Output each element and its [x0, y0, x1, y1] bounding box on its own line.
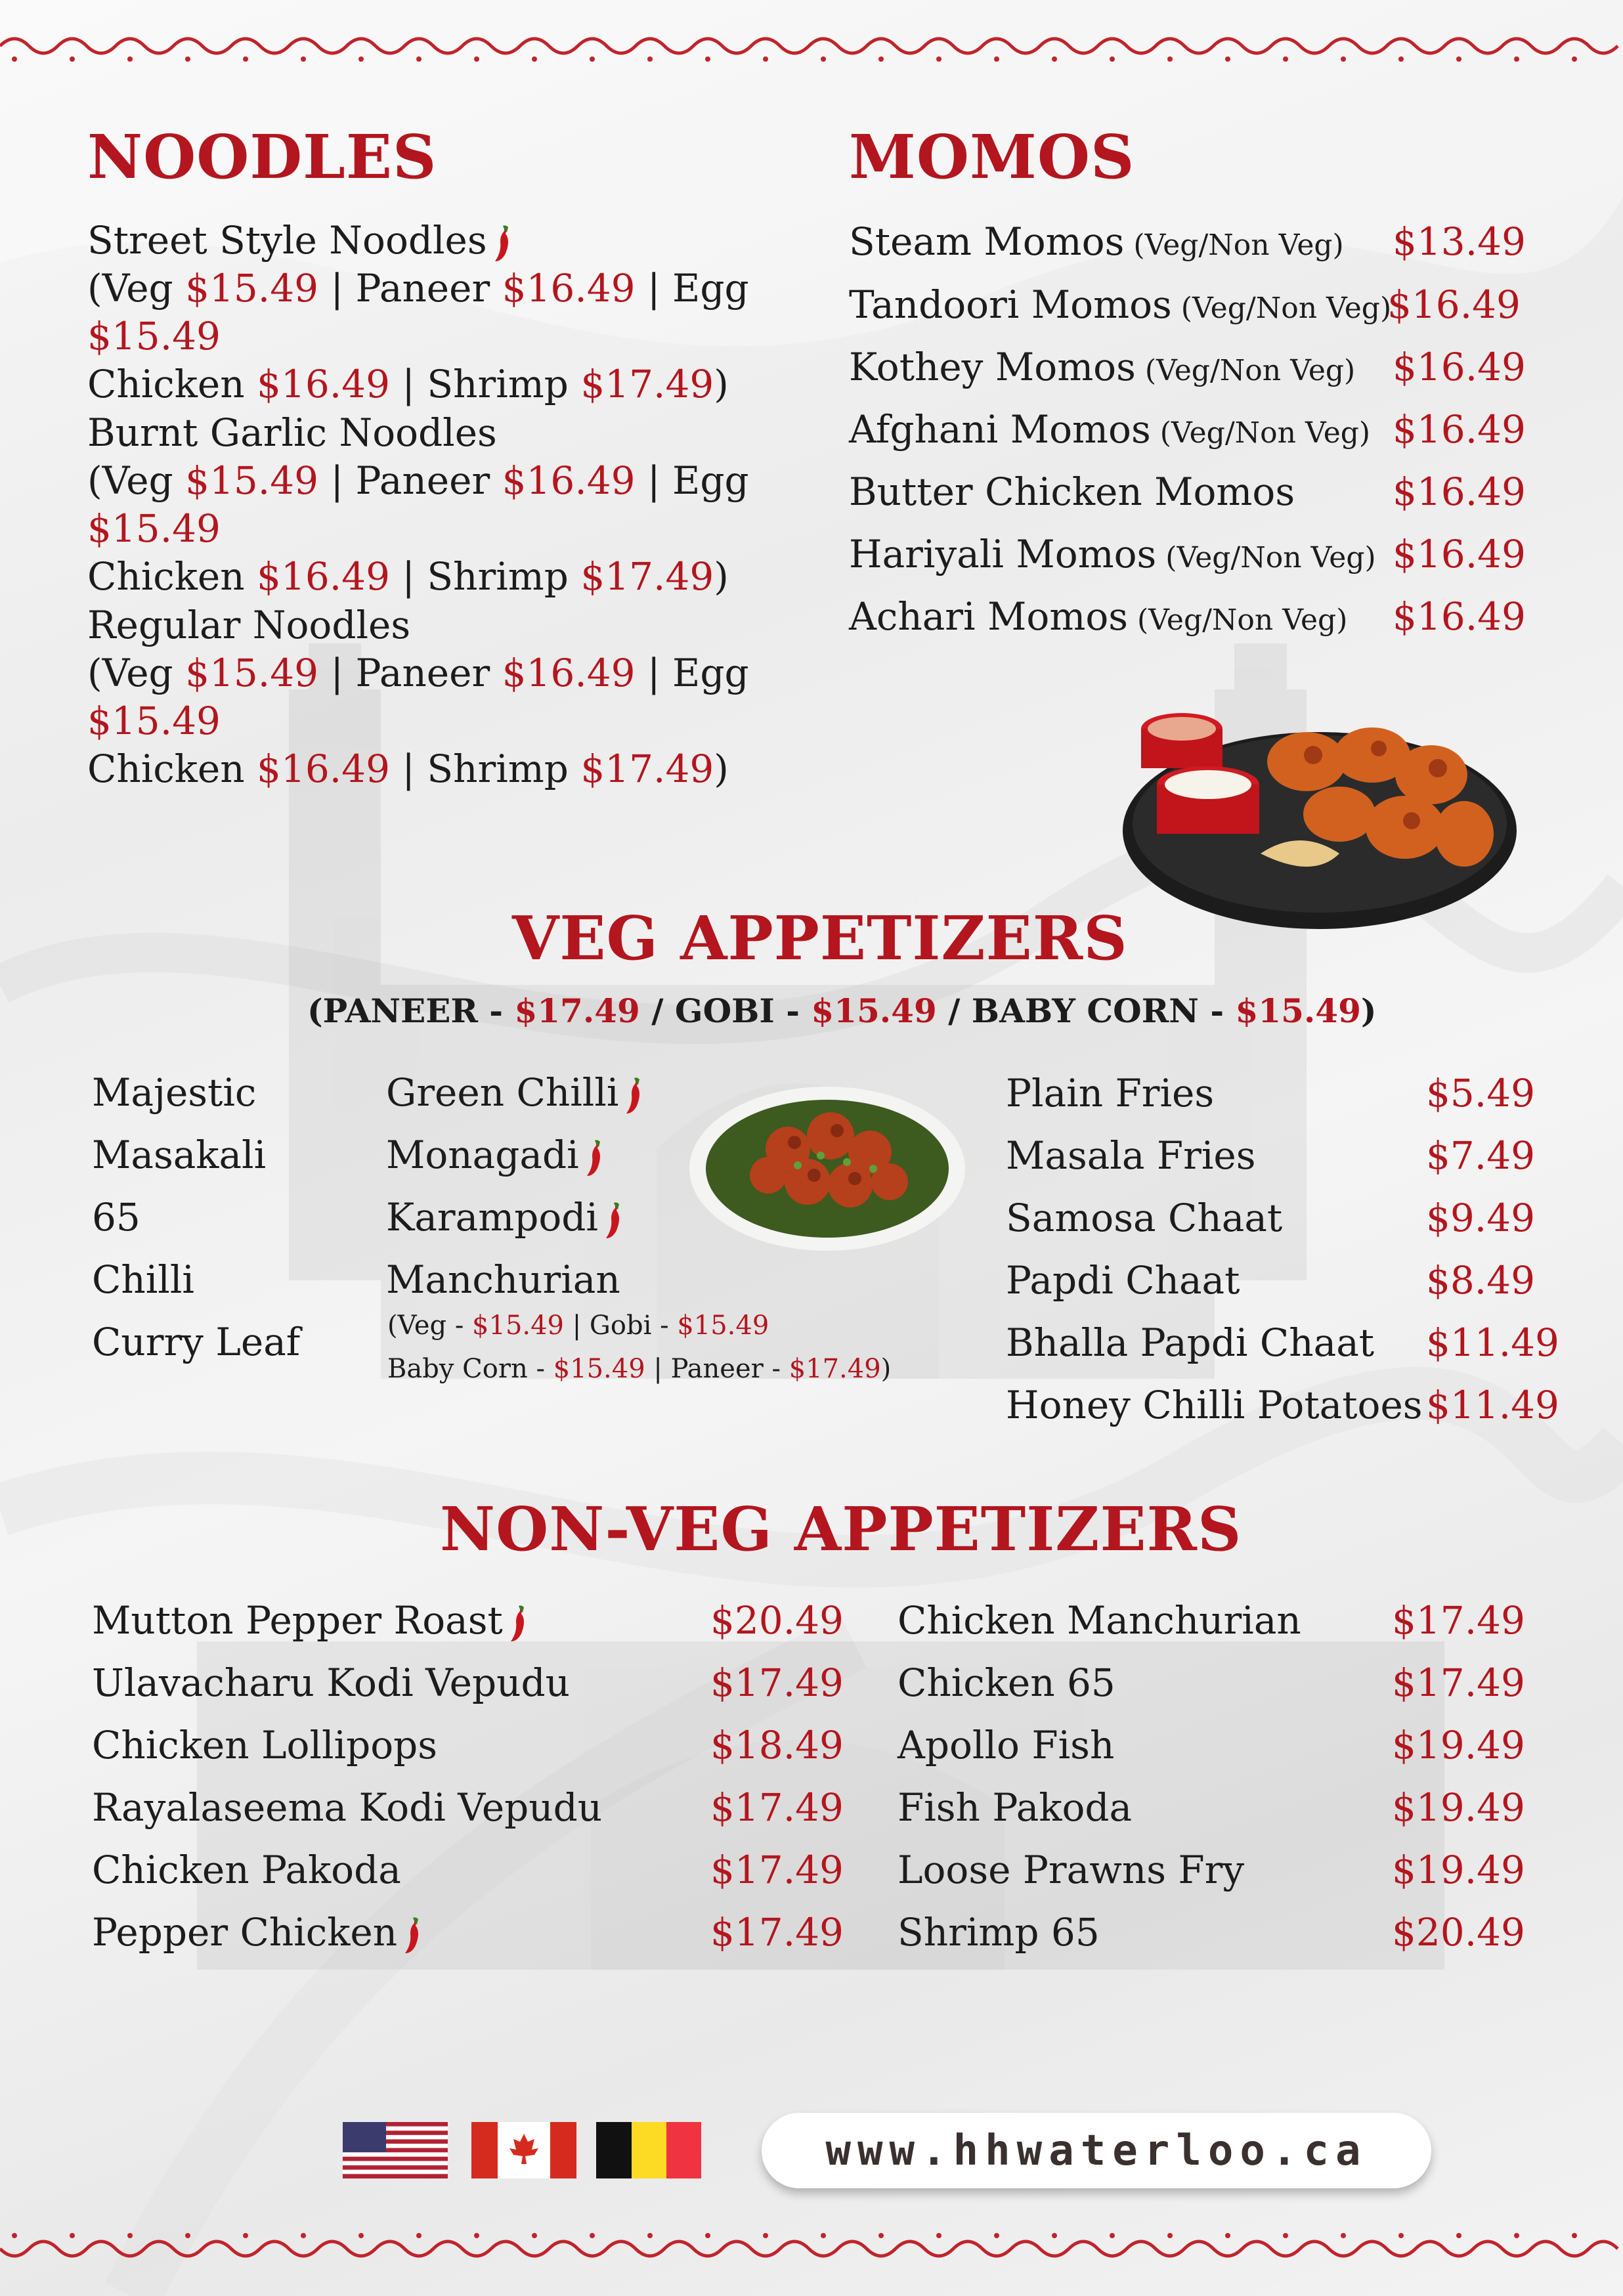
momo-note: (Veg/Non Veg) — [1135, 354, 1356, 387]
momo-price: $16.49 — [1393, 407, 1526, 452]
noodle-text: | Shrimp — [389, 554, 581, 599]
side-item — [1006, 1124, 1544, 1187]
noodle-name: Regular Noodles — [87, 603, 411, 647]
noodle-text: | Egg — [635, 651, 749, 695]
note-text: (Veg - — [387, 1310, 473, 1341]
momo-item — [849, 210, 1526, 273]
noodle-price-veg: $15.49 — [185, 651, 319, 695]
chili-pepper-icon — [583, 1139, 605, 1177]
momo-item — [849, 585, 1526, 648]
noodle-text: | Paneer — [318, 458, 502, 503]
veg-style-item: 65 — [92, 1195, 141, 1240]
gobi-base-price: $15.49 — [811, 991, 937, 1030]
noodle-text: ) — [714, 747, 729, 791]
noodle-text: | Egg — [635, 266, 749, 311]
veg-style-list — [92, 1062, 300, 1374]
momo-price: $16.49 — [1393, 345, 1526, 389]
manchurian-price-note — [387, 1304, 891, 1391]
chili-pepper-icon — [622, 1077, 645, 1115]
noodle-text: ) — [714, 554, 729, 599]
nonveg-price: $17.49 — [710, 1660, 844, 1705]
side-name: Honey Chilli Potatoes — [1006, 1383, 1423, 1427]
side-name: Masala Fries — [1006, 1133, 1256, 1178]
sub-text: ) — [1360, 991, 1377, 1030]
momo-item — [849, 398, 1526, 461]
veg-style-item: Karampodi — [386, 1195, 598, 1240]
noodles-title: NOODLES — [87, 121, 437, 192]
noodle-price-paneer: $16.49 — [502, 651, 636, 695]
side-item — [1006, 1186, 1544, 1249]
momo-item — [849, 523, 1526, 586]
sub-text: / GOBI - — [639, 991, 812, 1030]
noodle-price-shrimp: $17.49 — [580, 362, 714, 406]
momo-name: Hariyali Momos — [849, 532, 1157, 576]
momo-item — [849, 336, 1526, 399]
manchurian-paneer-price: $17.49 — [789, 1354, 881, 1384]
momo-name: Steam Momos — [849, 219, 1125, 264]
nonveg-price: $19.49 — [1392, 1723, 1525, 1767]
side-name: Bhalla Papdi Chaat — [1006, 1320, 1375, 1365]
nonveg-price: $17.49 — [1392, 1598, 1525, 1643]
noodle-price-egg: $15.49 — [87, 506, 221, 551]
nonveg-price: $19.49 — [1392, 1785, 1525, 1830]
veg-style-item: Curry Leaf — [92, 1320, 301, 1364]
chili-pepper-icon — [401, 1917, 423, 1955]
momo-name: Butter Chicken Momos — [849, 469, 1295, 514]
chili-pepper-icon — [507, 1605, 529, 1643]
noodle-text: ) — [714, 362, 729, 406]
nonveg-name: Shrimp 65 — [898, 1910, 1100, 1955]
momo-item — [849, 273, 1521, 336]
website-pill[interactable] — [762, 2113, 1431, 2188]
noodle-text: | Shrimp — [389, 362, 581, 406]
nonveg-item — [898, 1776, 1547, 1839]
nonveg-price: $17.49 — [710, 1848, 844, 1892]
nonveg-price: $20.49 — [710, 1598, 844, 1643]
sub-text: (PANEER - — [307, 991, 515, 1030]
veg-style-item: Masakali — [92, 1133, 267, 1177]
veg-style-item: Majestic — [92, 1070, 257, 1115]
side-price: $11.49 — [1426, 1320, 1559, 1365]
noodle-price-shrimp: $17.49 — [580, 554, 714, 599]
manchurian-baby-corn-price: $15.49 — [553, 1354, 645, 1384]
veg-appetizer-bowl-photo — [683, 1070, 972, 1261]
noodle-price-paneer: $16.49 — [502, 266, 636, 311]
noodle-price-chicken: $16.49 — [257, 554, 390, 599]
top-wave-border — [0, 26, 1623, 66]
nonveg-price: $17.49 — [710, 1785, 844, 1830]
side-item — [1006, 1062, 1544, 1125]
nonveg-item — [898, 1838, 1547, 1901]
chili-pepper-icon — [491, 225, 513, 263]
side-price: $8.49 — [1426, 1258, 1536, 1303]
momo-note: (Veg/Non Veg) — [1128, 603, 1348, 637]
momo-note: (Veg/Non Veg) — [1171, 292, 1392, 325]
side-price: $9.49 — [1426, 1196, 1536, 1240]
side-price: $11.49 — [1426, 1383, 1559, 1427]
momo-name: Afghani Momos — [849, 407, 1151, 452]
noodle-text: | Paneer — [318, 651, 502, 695]
momo-price: $16.49 — [1393, 469, 1526, 514]
nonveg-item — [898, 1589, 1547, 1652]
side-name: Samosa Chaat — [1006, 1196, 1283, 1240]
nonveg-price: $19.49 — [1392, 1848, 1525, 1892]
sub-text: / BABY CORN - — [936, 991, 1236, 1030]
side-name: Papdi Chaat — [1006, 1258, 1240, 1303]
bottom-wave-border — [0, 2229, 1623, 2268]
noodle-price-paneer: $16.49 — [502, 458, 636, 503]
momo-item — [849, 460, 1526, 523]
note-text: ) — [880, 1354, 892, 1384]
veg-appetizers-base-prices — [307, 991, 1377, 1030]
noodle-item-street-style — [87, 217, 823, 408]
website-link[interactable]: www.hhwaterloo.ca — [825, 2126, 1368, 2175]
nonveg-item — [92, 1589, 844, 1652]
side-item — [1006, 1249, 1544, 1312]
nonveg-name: Chicken Lollipops — [92, 1723, 438, 1767]
note-text: | Paneer - — [645, 1354, 789, 1384]
noodle-text: | Shrimp — [389, 747, 581, 791]
noodle-text: | Egg — [635, 458, 749, 503]
noodle-text: (Veg — [87, 458, 186, 503]
momo-price: $16.49 — [1393, 594, 1526, 639]
veg-appetizers-title: VEG APPETIZERS — [512, 903, 1128, 974]
momo-price: $16.49 — [1393, 532, 1526, 576]
nonveg-name: Rayalaseema Kodi Vepudu — [92, 1785, 603, 1830]
nonveg-item — [898, 1651, 1547, 1714]
belgium-flag-icon — [596, 2122, 701, 2178]
veg-style-item: Chilli — [92, 1257, 194, 1302]
baby-corn-base-price: $15.49 — [1235, 991, 1361, 1030]
momo-price: $16.49 — [1387, 282, 1521, 327]
veg-style-item: Green Chilli — [386, 1070, 619, 1115]
paneer-base-price: $17.49 — [514, 991, 640, 1030]
noodle-price-egg: $15.49 — [87, 699, 221, 743]
noodle-name: Burnt Garlic Noodles — [87, 410, 497, 455]
nonveg-price: $17.49 — [1392, 1660, 1525, 1705]
nonveg-item — [92, 1714, 844, 1777]
manchurian-gobi-price: $15.49 — [677, 1310, 769, 1341]
momos-title: MOMOS — [849, 121, 1135, 192]
note-text: Baby Corn - — [387, 1354, 553, 1384]
noodle-item-regular — [87, 601, 823, 793]
noodle-price-chicken: $16.49 — [257, 747, 390, 791]
nonveg-name: Chicken Pakoda — [92, 1848, 401, 1892]
side-item — [1006, 1311, 1559, 1374]
nonveg-item — [92, 1838, 844, 1901]
nonveg-item — [92, 1776, 844, 1839]
nonveg-price: $17.49 — [710, 1910, 844, 1955]
noodle-price-shrimp: $17.49 — [580, 747, 714, 791]
momo-name: Tandoori Momos — [849, 282, 1172, 327]
nonveg-item — [92, 1901, 844, 1964]
momo-name: Achari Momos — [849, 594, 1129, 639]
nonveg-price: $20.49 — [1392, 1910, 1525, 1955]
manchurian-veg-price: $15.49 — [472, 1310, 565, 1341]
noodle-price-veg: $15.49 — [185, 266, 319, 311]
nonveg-appetizers-title: NON-VEG APPETIZERS — [440, 1494, 1242, 1565]
noodle-price-egg: $15.49 — [87, 314, 221, 358]
side-name: Plain Fries — [1006, 1071, 1215, 1116]
nonveg-price: $18.49 — [710, 1723, 844, 1767]
noodle-text: Chicken — [87, 362, 257, 406]
noodle-text: (Veg — [87, 651, 186, 695]
nonveg-name: Apollo Fish — [898, 1723, 1115, 1767]
canada-flag-icon — [471, 2122, 576, 2178]
usa-flag-icon — [343, 2122, 448, 2178]
nonveg-name: Fish Pakoda — [898, 1785, 1133, 1830]
chili-pepper-icon — [602, 1202, 624, 1240]
veg-style-item: Manchurian — [386, 1257, 620, 1302]
noodle-name: Street Style Noodles — [87, 218, 487, 263]
nonveg-item — [92, 1651, 844, 1714]
noodle-text: Chicken — [87, 747, 257, 791]
nonveg-name: Ulavacharu Kodi Vepudu — [92, 1660, 570, 1705]
noodle-text: Chicken — [87, 554, 257, 599]
momos-plate-photo — [1110, 683, 1523, 939]
noodle-item-burnt-garlic — [87, 409, 823, 601]
nonveg-name: Chicken Manchurian — [898, 1598, 1301, 1643]
nonveg-item — [898, 1714, 1547, 1777]
momo-note: (Veg/Non Veg) — [1150, 416, 1371, 450]
nonveg-name: Mutton Pepper Roast — [92, 1598, 503, 1643]
momo-note: (Veg/Non Veg) — [1156, 541, 1376, 574]
noodle-price-veg: $15.49 — [185, 458, 319, 503]
momo-price: $13.49 — [1393, 219, 1526, 264]
veg-style-item: Monagadi — [386, 1133, 579, 1177]
side-price: $7.49 — [1426, 1133, 1536, 1178]
momo-note: (Veg/Non Veg) — [1124, 228, 1344, 262]
side-item — [1006, 1374, 1559, 1437]
side-price: $5.49 — [1426, 1071, 1536, 1116]
noodle-text: | Paneer — [318, 266, 502, 311]
veg-style-list-2 — [386, 1062, 645, 1311]
momo-name: Kothey Momos — [849, 345, 1136, 389]
nonveg-item — [898, 1901, 1547, 1964]
noodle-price-chicken: $16.49 — [257, 362, 390, 406]
note-text: | Gobi - — [564, 1310, 678, 1341]
noodle-text: (Veg — [87, 266, 186, 311]
nonveg-name: Pepper Chicken — [92, 1910, 398, 1955]
nonveg-name: Chicken 65 — [898, 1660, 1115, 1705]
nonveg-name: Loose Prawns Fry — [898, 1848, 1245, 1892]
